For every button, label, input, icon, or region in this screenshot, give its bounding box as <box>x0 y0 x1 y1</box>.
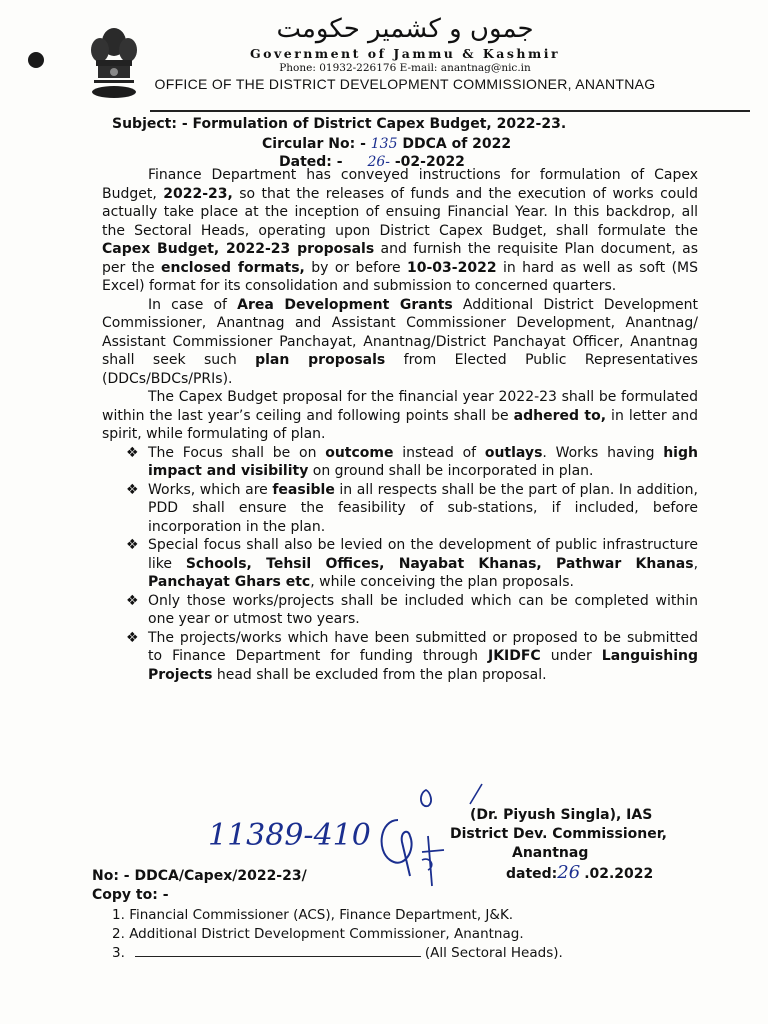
list-item <box>112 925 563 944</box>
text-run: on ground shall be incorporated in plan. <box>308 463 594 479</box>
bold-run: feasible <box>272 481 335 498</box>
bold-run: Capex Budget, 2022-23 proposals <box>102 241 375 257</box>
text-run: Additional District Development Commissioner, Anantnag and Assistant Commissioner Development, Anantnag/ Assistant Commissioner Panchayat, Anantnag/District Panchayat Officer, Anantnag shall seek such <box>102 296 699 368</box>
text-run: , <box>693 555 699 572</box>
contact-line: Phone: 01932-226176 E-mail: anantnag@nic.in <box>279 62 531 74</box>
subject-line: Subject: - Formulation of District Capex Budget, 2022-23. <box>112 116 567 132</box>
circular-suffix: DDCA of 2022 <box>402 136 512 152</box>
text-run: The Focus shall be on <box>148 444 326 461</box>
bold-run: plan proposals <box>255 352 386 368</box>
bold-run: Panchayat Ghars etc <box>148 574 311 590</box>
list-item <box>126 536 699 592</box>
dated-suffix: -02-2022 <box>394 154 465 170</box>
text-run: in hard as well as soft (MS Excel) format for its consolidation and submission to concerned quarters. <box>102 259 698 294</box>
diamond-bullet-icon: ❖ <box>126 592 139 609</box>
scan-punch-mark <box>28 52 44 68</box>
bold-run: outlays <box>484 444 543 461</box>
circular-handwritten-number: 135 <box>370 136 398 152</box>
list-item <box>112 906 563 925</box>
bold-run: Languishing Projects <box>148 648 698 683</box>
list-item <box>126 444 698 481</box>
bold-run: Area Development Grants <box>237 296 453 313</box>
diamond-bullet-icon: ❖ <box>126 444 139 461</box>
diamond-bullet-icon: ❖ <box>126 629 139 646</box>
dated-suffix: .02.2022 <box>584 866 654 882</box>
circular-label: Circular No: - <box>262 136 366 152</box>
list-item <box>126 481 698 537</box>
office-title: OFFICE OF THE DISTRICT DEVELOPMENT COMMISSIONER, ANANTNAG <box>154 76 656 92</box>
text-run: The projects/works which have been submitted or proposed to be submitted to Finance Department for funding through <box>148 629 698 664</box>
text-run: In case of <box>148 296 238 313</box>
paragraph-3 <box>102 388 698 444</box>
circular-number <box>262 136 511 152</box>
urdu-title: جموں و کشمیر حکومت <box>276 14 534 44</box>
bold-run: JKIDFC <box>487 648 541 664</box>
text-run: by or before <box>304 259 408 276</box>
item-number: 3. <box>112 945 125 961</box>
government-title: Government of Jammu & Kashmir <box>249 46 561 61</box>
text-run: Special focus shall also be levied on the development of public infrastructure like <box>148 537 698 572</box>
bold-run: 2022-23, <box>163 185 233 202</box>
text-run: in all respects shall be the part of plan. In addition, PDD shall ensure the feasibility of sub-stations, if included, before incorporation in the plan. <box>148 481 698 535</box>
text-run: so that the releases of funds and the execution of works could actually take place at the inception of ensuing Financial Year. In this backdrop, all the Sectoral Heads, operating upon District Capex Budget, shall formulate the <box>102 185 698 239</box>
state-emblem-icon <box>84 22 144 100</box>
text-run: Finance Department has conveyed instructions for formulation of Capex Budget, <box>102 167 698 202</box>
item-text: Financial Commissioner (ACS), Finance Department, J&K. <box>129 907 514 923</box>
bold-run: Schools, Tehsil Offices, Nayabat Khanas, Pathwar Khanas <box>185 555 694 572</box>
bold-run: enclosed formats, <box>161 259 305 276</box>
item-number: 1. <box>112 907 125 923</box>
text-run: The Capex Budget proposal for the financial year 2022-23 shall be formulated within the last year’s ceiling and following points shall be <box>102 389 698 424</box>
dated-handwritten-day: 26- <box>367 154 390 170</box>
list-item <box>126 592 698 629</box>
bold-run: 10-03-2022 <box>407 259 497 276</box>
item-number: 2. <box>112 926 125 942</box>
dated-label: Dated: - <box>279 154 343 170</box>
letterhead <box>150 14 660 92</box>
item-text: Additional District Development Commissioner, Anantnag. <box>129 926 524 942</box>
signature-date <box>450 863 690 884</box>
signature-block <box>450 806 690 884</box>
text-run: , while conceiving the plan proposals. <box>310 574 574 590</box>
copy-to-label: Copy to: - <box>92 887 169 903</box>
text-run: from Elected Public Representatives (DDCs/BDCs/PRIs). <box>102 352 698 387</box>
signatory-designation: District Dev. Commissioner, <box>450 826 667 842</box>
text-run: in letter and spirit, while formulating of plan. <box>102 407 698 442</box>
points-list <box>102 444 698 685</box>
text-run: . Works having <box>542 444 664 461</box>
signatory-place: Anantnag <box>512 845 589 861</box>
dated-label: dated: <box>506 866 558 882</box>
text-run: Works, which are <box>148 481 273 498</box>
signatory-name: (Dr. Piyush Singla), IAS <box>470 807 653 823</box>
list-item <box>112 944 563 963</box>
dated-handwritten-day: 26 <box>557 862 581 883</box>
bold-run: outcome <box>325 444 394 461</box>
paragraph-2 <box>102 296 698 389</box>
list-item <box>126 629 698 685</box>
blank-line <box>135 944 421 957</box>
diamond-bullet-icon: ❖ <box>126 537 139 553</box>
diamond-bullet-icon: ❖ <box>126 481 139 498</box>
handwritten-dispatch-number: 11389-410 <box>208 818 371 853</box>
item-text: (All Sectoral Heads). <box>424 945 563 961</box>
text-run: head shall be excluded from the plan proposal. <box>212 666 547 683</box>
bold-run: adhered to, <box>513 407 607 424</box>
header-divider <box>150 110 750 112</box>
copy-to-list <box>112 906 563 963</box>
text-run: Only those works/projects shall be included which can be completed within one year or utmost two years. <box>148 592 698 627</box>
text-run: and furnish the requisite Plan document, as per the <box>102 241 698 276</box>
paragraph-1 <box>102 166 698 296</box>
circular-body <box>102 166 698 684</box>
text-run: under <box>540 648 602 664</box>
text-run: instead of <box>393 444 485 461</box>
reference-number: No: - DDCA/Capex/2022-23/ <box>92 868 307 884</box>
bold-run: high impact and visibility <box>148 444 698 479</box>
